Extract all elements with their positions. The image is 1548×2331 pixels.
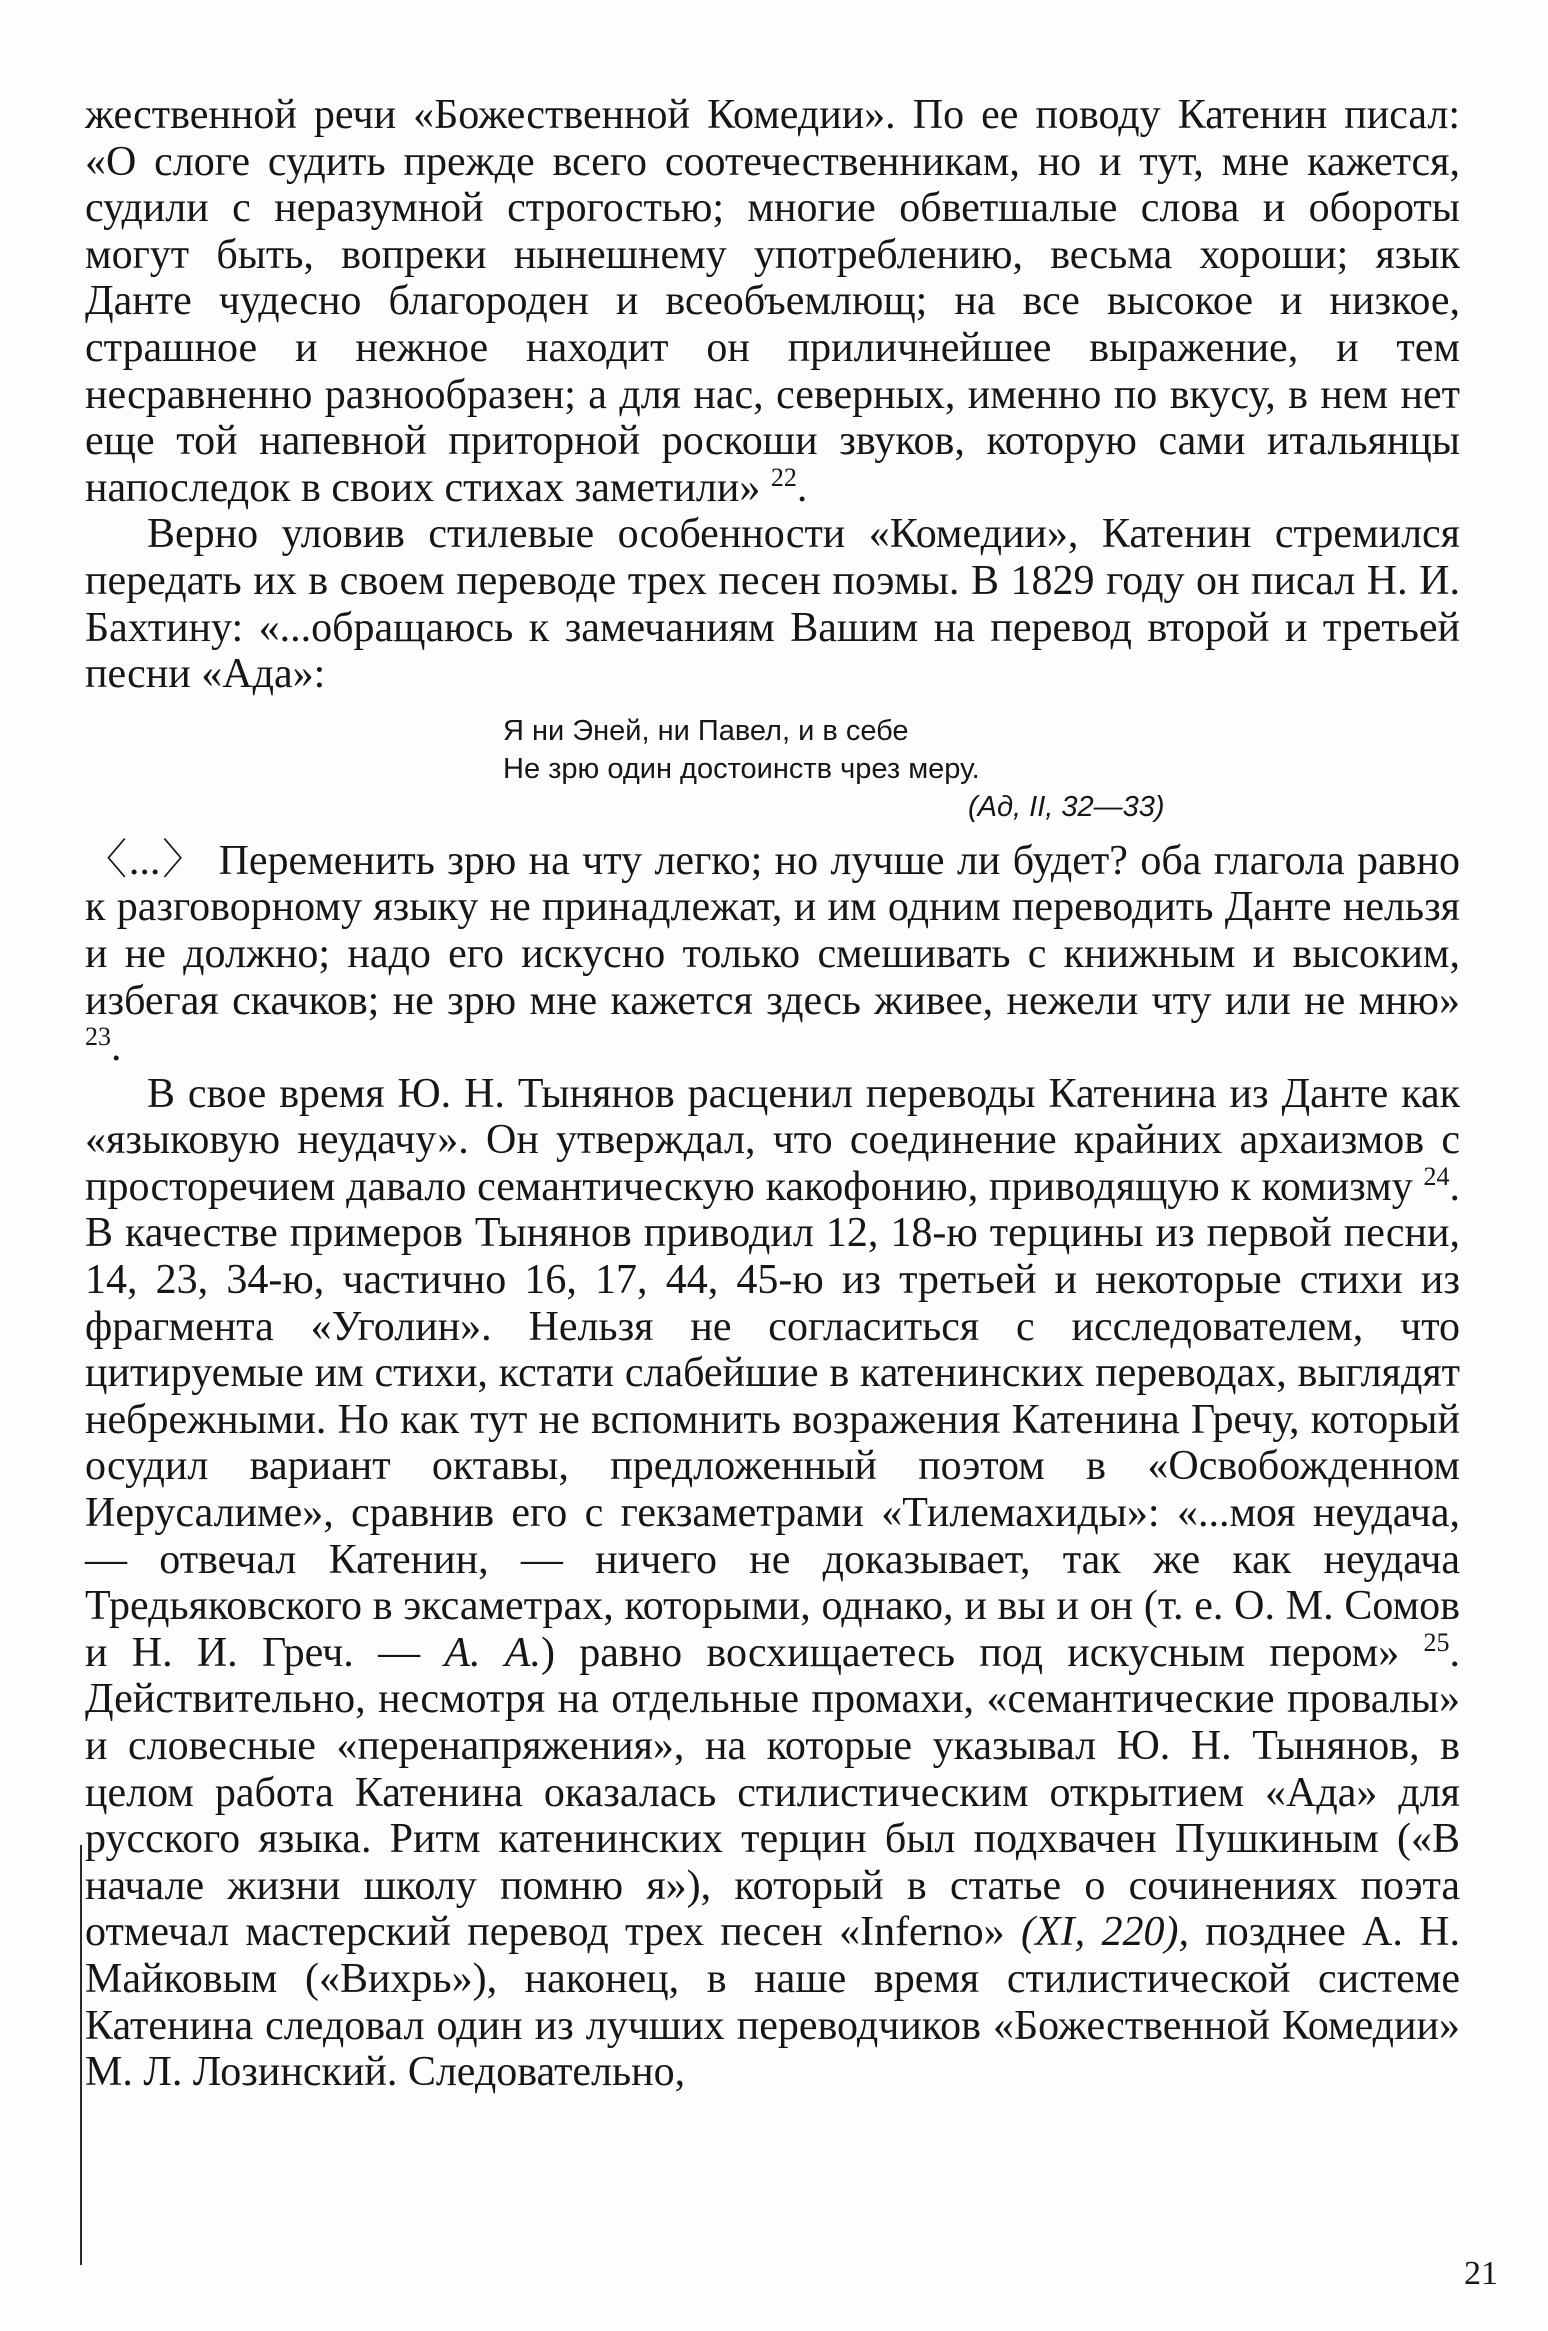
paragraph-4-text-a: В свое время Ю. Н. Тынянов расценил переводы Катенина из Данте как «языковую неудачу». Он утверждал, что соединение крайних архаизмов с просторечием давало семантическую какофонию, приводящую к комизму [85,1070,1460,1210]
page-text [85,92,1460,2096]
paragraph-3-end: . [111,1024,122,1071]
page-number: 21 [1464,2255,1498,2292]
paragraph-1-text: жественной речи «Божественной Комедии». По ее поводу Катенин писал: «О слоге судить прежде всего соотечественникам, но и тут, мне кажется, судили с неразумной строгостью; многие обветшалые слова и обороты могут быть, вопреки нынешнему употреблению, весьма хороши; язык Данте чудесно благороден и всеобъемлющ; на все высокое и низкое, страшное и нежное находит он приличнейшее выражение, и тем несравненно разнообразен; а для нас, северных, именно по вкусу, в нем нет еще той напевной приторной роскоши звуков, которую сами итальянцы напоследок в своих стихах заметили» [85,92,1460,511]
paragraph-4-text-e: позднее А. Н. Майковым («Вихрь»), наконец, в наше время стилистической системе Катенина следовал один из лучших переводчиков «Божественной Комедии» М. Л. Лозинский. Следовательно, [85,1909,1461,2096]
footnote-ref-23: 23 [85,1022,111,1052]
initials-italic: А. А. [444,1629,541,1676]
paragraph-4-text-c: ) равно восхищаетесь под искусным пером» [540,1629,1400,1676]
paragraph-2-text: Верно уловив стилевые особенности «Комедии», Катенин стремился передать их в своем переводе трех песен поэмы. В 1829 году он писал Н. И. Бахтину: «...обращаюсь к замечаниям Вашим на перевод второй и третьей песни «Ада»: [85,511,1460,698]
paragraph-4-text-d: . Действительно, несмотря на отдельные промахи, «семантические провалы» и словесные «перенапряжения», на которые указывал Ю. Н. Тынянов, в целом работа Катенина оказалась стилистическим открытием «Ада» для русского языка. Ритм катенинских терцин был подхвачен Пушкиным («В начале жизни школу помню я»), который в статье о сочинениях поэта отмечал мастерский перевод трех песен «Inferno» [85,1629,1461,1956]
verse-line-2: Не зрю один достоинств чрез меру. [503,752,980,785]
footnote-ref-22: 22 [770,462,797,492]
paragraph-4-text-b: . В качестве примеров Тынянов приводил 12, 18-ю терцины из первой песни, 14, 23, 34-ю, частично 16, 17, 44, 45-ю из третьей и некоторые стихи из фрагмента «Уголин». Нельзя не согласиться с исследователем, что цитируемые им стихи, кстати слабейшие в катенинских переводах, выглядят небрежными. Но как тут не вспомнить возражения Катенина Гречу, который осудил вариант октавы, предложенный поэтом в «Освобожденном Иерусалиме», сравнив его с гекзаметрами «Тилемахиды»: «...моя неудача, — отвечал Катенин, — ничего не доказывает, так же как неудача Тредьяковского в эксаметрах, которыми, однако, и вы и он (т. е. О. М. Сомов и Н. И. Греч. — [85,1163,1460,1676]
footnote-ref-25: 25 [1423,1627,1450,1657]
margin-rule-line [80,1845,82,2265]
verse-quote [85,712,1460,826]
paragraph-2 [85,511,1460,697]
footnote-ref-24: 24 [1423,1161,1450,1191]
paragraph-1-end: . [796,464,808,511]
pushkin-reference: (XI, 220), [1021,1909,1189,1956]
verse-reference: (Ад, II, 32—33) [968,790,1165,823]
verse-line-1: Я ни Эней, ни Павел, и в себе [503,714,909,747]
paragraph-3-text: 〈...〉 Переменить зрю на чту легко; но лучше ли будет? оба глагола равно к разговорному языку не принадлежат, и им одним переводить Данте нельзя и не должно; надо его искусно только смешивать с книжным и высоким, избегая скачков; не зрю мне кажется здесь живее, нежели чту или не мню» [85,837,1460,1024]
paragraph-4 [85,1071,1460,2096]
paragraph-1 [85,92,1460,511]
paragraph-3 [85,838,1460,1071]
